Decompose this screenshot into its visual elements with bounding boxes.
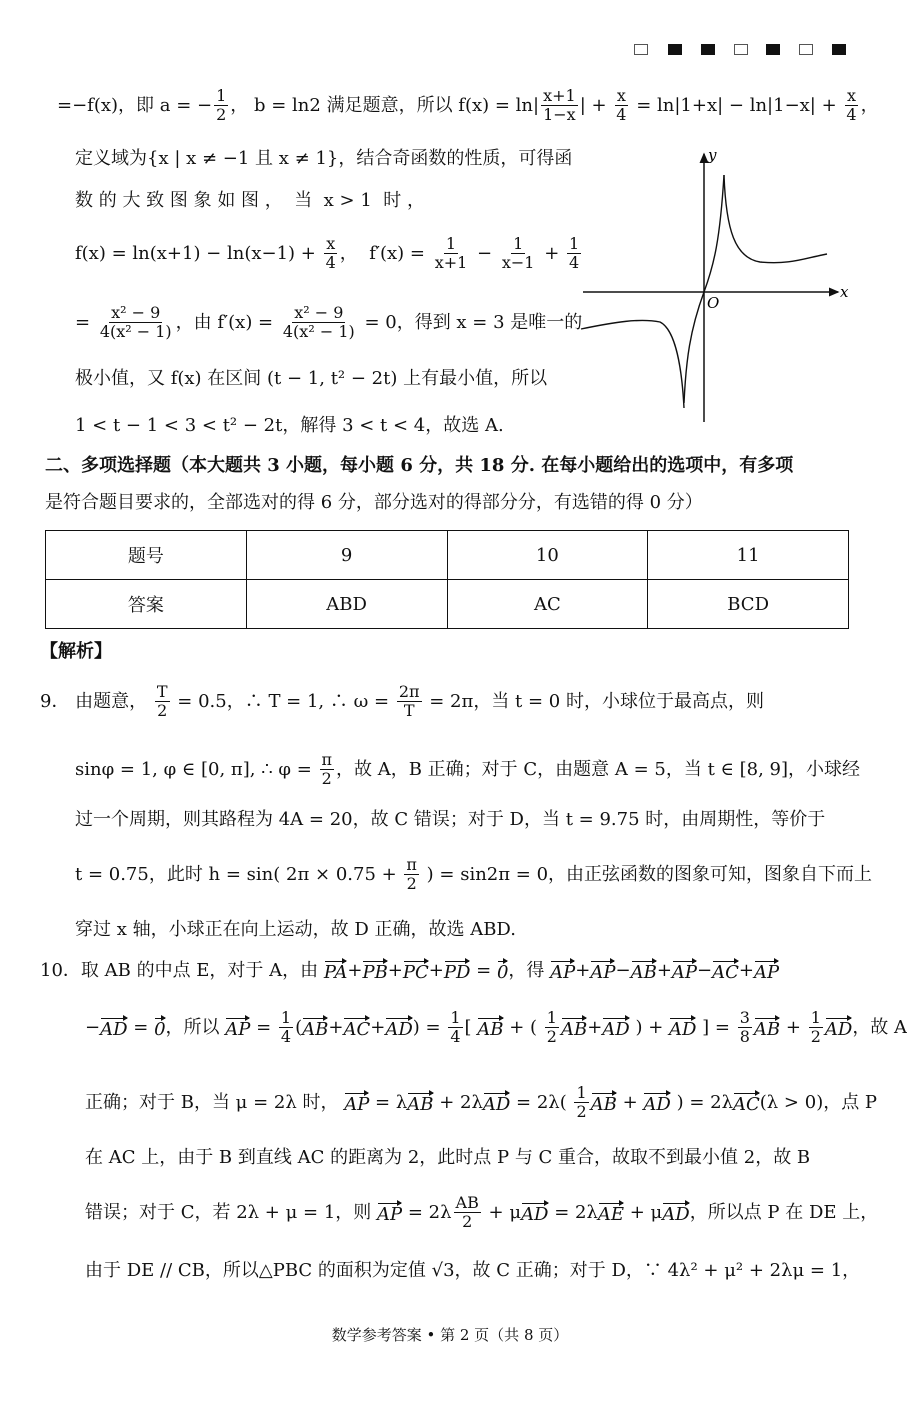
numerator: 1 <box>450 1008 461 1027</box>
denominator: 2 <box>321 769 332 788</box>
fraction <box>500 236 537 271</box>
vector: AP <box>550 962 576 983</box>
text-run: + <box>347 960 363 981</box>
denominator: 4 <box>569 253 580 272</box>
vector: AP <box>377 1203 403 1225</box>
fraction <box>404 857 419 892</box>
denominator: 2 <box>157 701 168 720</box>
text-run: + <box>616 1091 644 1113</box>
text-run: + <box>328 1016 344 1038</box>
denominator: 1−x <box>543 105 576 124</box>
text-run: ) = sin2π = 0，由正弦函数的图象可知，图象自下而上 <box>420 863 873 885</box>
denominator: 2 <box>462 1212 473 1231</box>
denominator: x−1 <box>501 253 535 272</box>
text-run: f(x) = ln(x+1) − ln(x−1) + <box>75 242 322 264</box>
vector: AD <box>643 1093 671 1115</box>
analysis-heading: 【解析】 <box>40 641 112 662</box>
vector: AB <box>407 1093 434 1115</box>
text-run: ， f′(x) = <box>339 242 431 264</box>
origin-label: O <box>707 294 720 312</box>
numerator: 1 <box>576 1083 587 1102</box>
vector: AP <box>225 1018 251 1040</box>
x-axis-label: x <box>840 283 849 301</box>
text-run: = 2π，当 t = 0 时，小球位于最高点，则 <box>423 690 764 712</box>
denominator: 8 <box>739 1027 750 1046</box>
table-cell: 题号 <box>46 531 247 580</box>
text-run: 10．取 AB 的中点 E，对于 A，由 <box>40 960 324 981</box>
vector: AD <box>602 1018 630 1040</box>
text-run: ， b = ln2 满足题意，所以 f(x) = ln| <box>230 94 540 116</box>
q9-line <box>40 684 764 719</box>
numerator: x+1 <box>543 86 576 105</box>
text-run: ，得 <box>508 960 551 981</box>
fraction <box>614 88 628 123</box>
table-row <box>46 580 849 629</box>
header-mark-empty <box>634 44 648 55</box>
fraction <box>324 236 338 271</box>
fraction <box>738 1010 752 1045</box>
text-run: ) + <box>629 1016 670 1038</box>
vector: AD <box>521 1203 549 1225</box>
header-mark-empty <box>734 44 748 55</box>
text-run: = 2λ <box>402 1201 452 1223</box>
denominator: 4(x² − 1) <box>99 322 172 341</box>
text-run: 数 的 大 致 图 象 如 图 ， 当 x > 1 时 ， <box>75 190 425 211</box>
text-run: ) = 2λ <box>670 1091 733 1113</box>
numerator: x <box>326 234 336 253</box>
vector: AC <box>712 962 739 983</box>
numerator: 3 <box>739 1008 750 1027</box>
header-mark-filled <box>701 44 715 55</box>
denominator: 4 <box>616 105 627 124</box>
vector: AB <box>477 1018 504 1040</box>
table-cell: 11 <box>648 531 849 580</box>
numerator: 1 <box>216 86 227 105</box>
vector: AD <box>100 1018 128 1040</box>
text-run: 由于 DE // CB，所以△PBC 的面积为定值 √3，故 C 正确；对于 D，∵ 4λ² + μ² + 2λμ = 1， <box>85 1260 861 1281</box>
text-run: + <box>587 1016 603 1038</box>
fraction <box>155 684 170 719</box>
text-run: + <box>387 960 403 981</box>
fraction <box>320 752 335 787</box>
q9-line <box>75 857 872 892</box>
text-run: ] = <box>696 1016 736 1038</box>
numerator: π <box>406 855 417 874</box>
section2-heading-line2: 是符合题目要求的，全部选对的得 6 分，部分选对的得部分分，有选错的得 0 分） <box>45 492 703 513</box>
part1-line <box>75 417 504 435</box>
vector: AC <box>343 1018 371 1040</box>
text-run: + <box>538 242 565 264</box>
fraction <box>98 305 174 340</box>
text-run: = 0.5，∴ T = 1, ∴ ω = <box>171 690 395 712</box>
fraction <box>545 1010 559 1045</box>
numerator: 2π <box>398 682 420 701</box>
part1-line <box>57 88 879 123</box>
text-run: 正确；对于 B，当 μ = 2λ 时， <box>85 1091 345 1113</box>
y-axis-label: y <box>708 146 717 164</box>
text-run: 定义域为{x | x ≠ −1 且 x ≠ 1}，结合奇函数的性质，可得函 <box>75 148 573 169</box>
denominator: 2 <box>216 105 227 124</box>
fraction <box>844 88 858 123</box>
part1-line <box>75 305 582 340</box>
q10-line <box>85 1262 860 1280</box>
answer-table <box>45 530 849 629</box>
section2-heading-line1: 二、多项选择题（本大题共 3 小题，每小题 6 分，共 18 分. 在每小题给出的选项中，有多项 <box>45 455 794 476</box>
header-mark-filled <box>832 44 846 55</box>
numerator: 1 <box>513 234 524 253</box>
vector: PD <box>443 962 471 983</box>
text-run: =−f(x)，即 a = − <box>57 94 213 116</box>
fraction <box>397 684 422 719</box>
fraction <box>541 88 578 123</box>
vector: AP <box>344 1093 370 1115</box>
q9-line <box>75 921 516 939</box>
numerator: x² − 9 <box>294 303 344 322</box>
q10-line <box>85 1195 878 1230</box>
text-run: 9． 由题意， <box>40 690 153 712</box>
q10-line <box>85 1149 810 1167</box>
text-run: 极小值，又 f(x) 在区间 (t − 1, t² − 2t) 上有最小值，所以 <box>75 368 548 389</box>
curve-right-branch <box>724 175 827 263</box>
vector: PA <box>323 962 348 983</box>
denominator: T <box>403 701 415 720</box>
text-run: 过一个周期，则其路程为 4A = 20，故 C 错误；对于 D，当 t = 9.75 时，由周期性，等价于 <box>75 809 826 830</box>
function-graph <box>575 140 855 430</box>
numerator: 1 <box>810 1008 821 1027</box>
text-run: t = 0.75，此时 h = sin( 2π × 0.75 + <box>75 863 403 885</box>
numerator: 1 <box>280 1008 292 1027</box>
denominator: 2 <box>576 1102 587 1121</box>
denominator: 4 <box>450 1027 461 1046</box>
text-run: 错误；对于 C，若 2λ + μ = 1，则 <box>85 1201 377 1223</box>
text-run: 穿过 x 轴，小球正在向上运动，故 D 正确，故选 ABD. <box>75 919 516 940</box>
table-cell: 答案 <box>46 580 247 629</box>
text-run: ，所以点 P 在 DE 上， <box>689 1201 879 1223</box>
text-run: ， <box>860 94 879 116</box>
text-run: [ <box>464 1016 478 1038</box>
q9-line <box>75 811 825 829</box>
text-run: = 2λ( <box>510 1091 573 1113</box>
text-run: + <box>738 960 754 981</box>
text-run: = <box>127 1016 155 1038</box>
text-run: ( <box>295 1016 303 1038</box>
text-run: − <box>615 960 631 981</box>
text-run: 在 AC 上，由于 B 到直线 AC 的距离为 2，此时点 P 与 C 重合，故取不到最小值 2，故 B <box>85 1147 811 1168</box>
denominator: 2 <box>546 1027 557 1046</box>
denominator: 4 <box>325 253 336 272</box>
text-run: + ( <box>503 1016 543 1038</box>
text-run: = <box>470 960 497 981</box>
q9-line <box>75 752 860 787</box>
denominator: x+1 <box>434 253 468 272</box>
header-mark-filled <box>668 44 682 55</box>
fraction <box>281 305 357 340</box>
text-run: + <box>428 960 444 981</box>
numerator: x <box>846 86 856 105</box>
text-run: − <box>697 960 713 981</box>
table-cell: BCD <box>648 580 849 629</box>
table-row <box>46 531 849 580</box>
table-cell: 10 <box>447 531 648 580</box>
vector: AC <box>733 1093 760 1115</box>
vector: AD <box>385 1018 413 1040</box>
text-run: = 0，得到 x = 3 是唯一的 <box>358 311 583 333</box>
curve-left-branch <box>581 320 684 408</box>
text-run: ，由 f′(x) = <box>175 311 279 333</box>
numerator: π <box>321 750 333 769</box>
header-mark-filled <box>766 44 780 55</box>
numerator: 1 <box>445 234 457 253</box>
numerator: 1 <box>546 1008 557 1027</box>
denominator: 2 <box>810 1027 821 1046</box>
vector: AB <box>753 1018 781 1040</box>
fraction <box>574 1085 588 1120</box>
text-run: + <box>370 1016 386 1038</box>
fraction <box>433 236 470 271</box>
vector: AB <box>630 962 657 983</box>
denominator: 4 <box>846 105 857 124</box>
vector: PC <box>402 962 429 983</box>
vector: AD <box>482 1093 511 1115</box>
fraction <box>809 1010 823 1045</box>
vector: AP <box>754 962 780 983</box>
vector: PB <box>362 962 388 983</box>
vector: 0 <box>496 962 509 983</box>
vector: AP <box>671 962 698 983</box>
part1-line <box>75 150 572 168</box>
text-run: − <box>471 242 498 264</box>
numerator: 1 <box>569 234 580 253</box>
table-cell: AC <box>447 580 648 629</box>
part1-line <box>75 236 583 271</box>
text-run: = 2λ <box>548 1201 598 1223</box>
text-run: + μ <box>624 1201 663 1223</box>
text-run: + <box>780 1016 807 1038</box>
text-run: + <box>575 960 591 981</box>
part1-line <box>75 370 547 388</box>
text-run: ，故 A，B 正确；对于 C，由题意 A = 5，当 t ∈ [8, 9]，小球经 <box>336 758 860 780</box>
q10-line <box>85 1010 907 1045</box>
text-run: ，所以 <box>165 1016 226 1038</box>
text-run: − <box>85 1016 101 1038</box>
numerator: x <box>616 86 626 105</box>
text-run: = λ <box>369 1091 408 1113</box>
text-run: + μ <box>482 1201 522 1223</box>
text-run: ，故 A <box>852 1016 907 1038</box>
vector: AD <box>662 1203 690 1225</box>
text-run: sinφ = 1, φ ∈ [0, π], ∴ φ = <box>75 758 318 780</box>
vector: AP <box>590 962 616 983</box>
vector: 0 <box>154 1018 166 1040</box>
header-mark-empty <box>799 44 813 55</box>
text-run: = <box>250 1016 277 1038</box>
text-run: (λ > 0)，点 P <box>759 1091 878 1113</box>
denominator: 4 <box>280 1027 292 1046</box>
part1-line <box>75 192 425 210</box>
text-run: + <box>656 960 672 981</box>
fraction <box>214 88 228 123</box>
text-run: 1 < t − 1 < 3 < t² − 2t，解得 3 < t < 4，故选 A. <box>75 415 504 436</box>
numerator: T <box>156 682 168 701</box>
text-run: = <box>75 311 96 333</box>
vector: AE <box>597 1203 625 1225</box>
fraction <box>454 1195 481 1230</box>
numerator: x² − 9 <box>111 303 161 322</box>
page-footer: 数学参考答案 • 第 2 页（共 8 页） <box>331 1326 569 1344</box>
fraction <box>448 1010 462 1045</box>
table-cell: ABD <box>246 580 447 629</box>
text-run: + 2λ <box>433 1091 483 1113</box>
denominator: 2 <box>406 874 417 893</box>
text-run: ) = <box>412 1016 447 1038</box>
denominator: 4(x² − 1) <box>282 322 355 341</box>
vector: AD <box>669 1018 697 1040</box>
numerator: AB <box>455 1193 479 1212</box>
vector: AB <box>560 1018 588 1040</box>
table-cell: 9 <box>246 531 447 580</box>
vector: AB <box>590 1093 617 1115</box>
vector: AB <box>302 1018 329 1040</box>
fraction <box>279 1010 293 1045</box>
vector: AD <box>824 1018 853 1040</box>
q10-line <box>40 960 779 982</box>
q10-line <box>85 1085 877 1120</box>
text-run: = ln|1+x| − ln|1−x| + <box>630 94 843 116</box>
text-run: | + <box>579 94 613 116</box>
